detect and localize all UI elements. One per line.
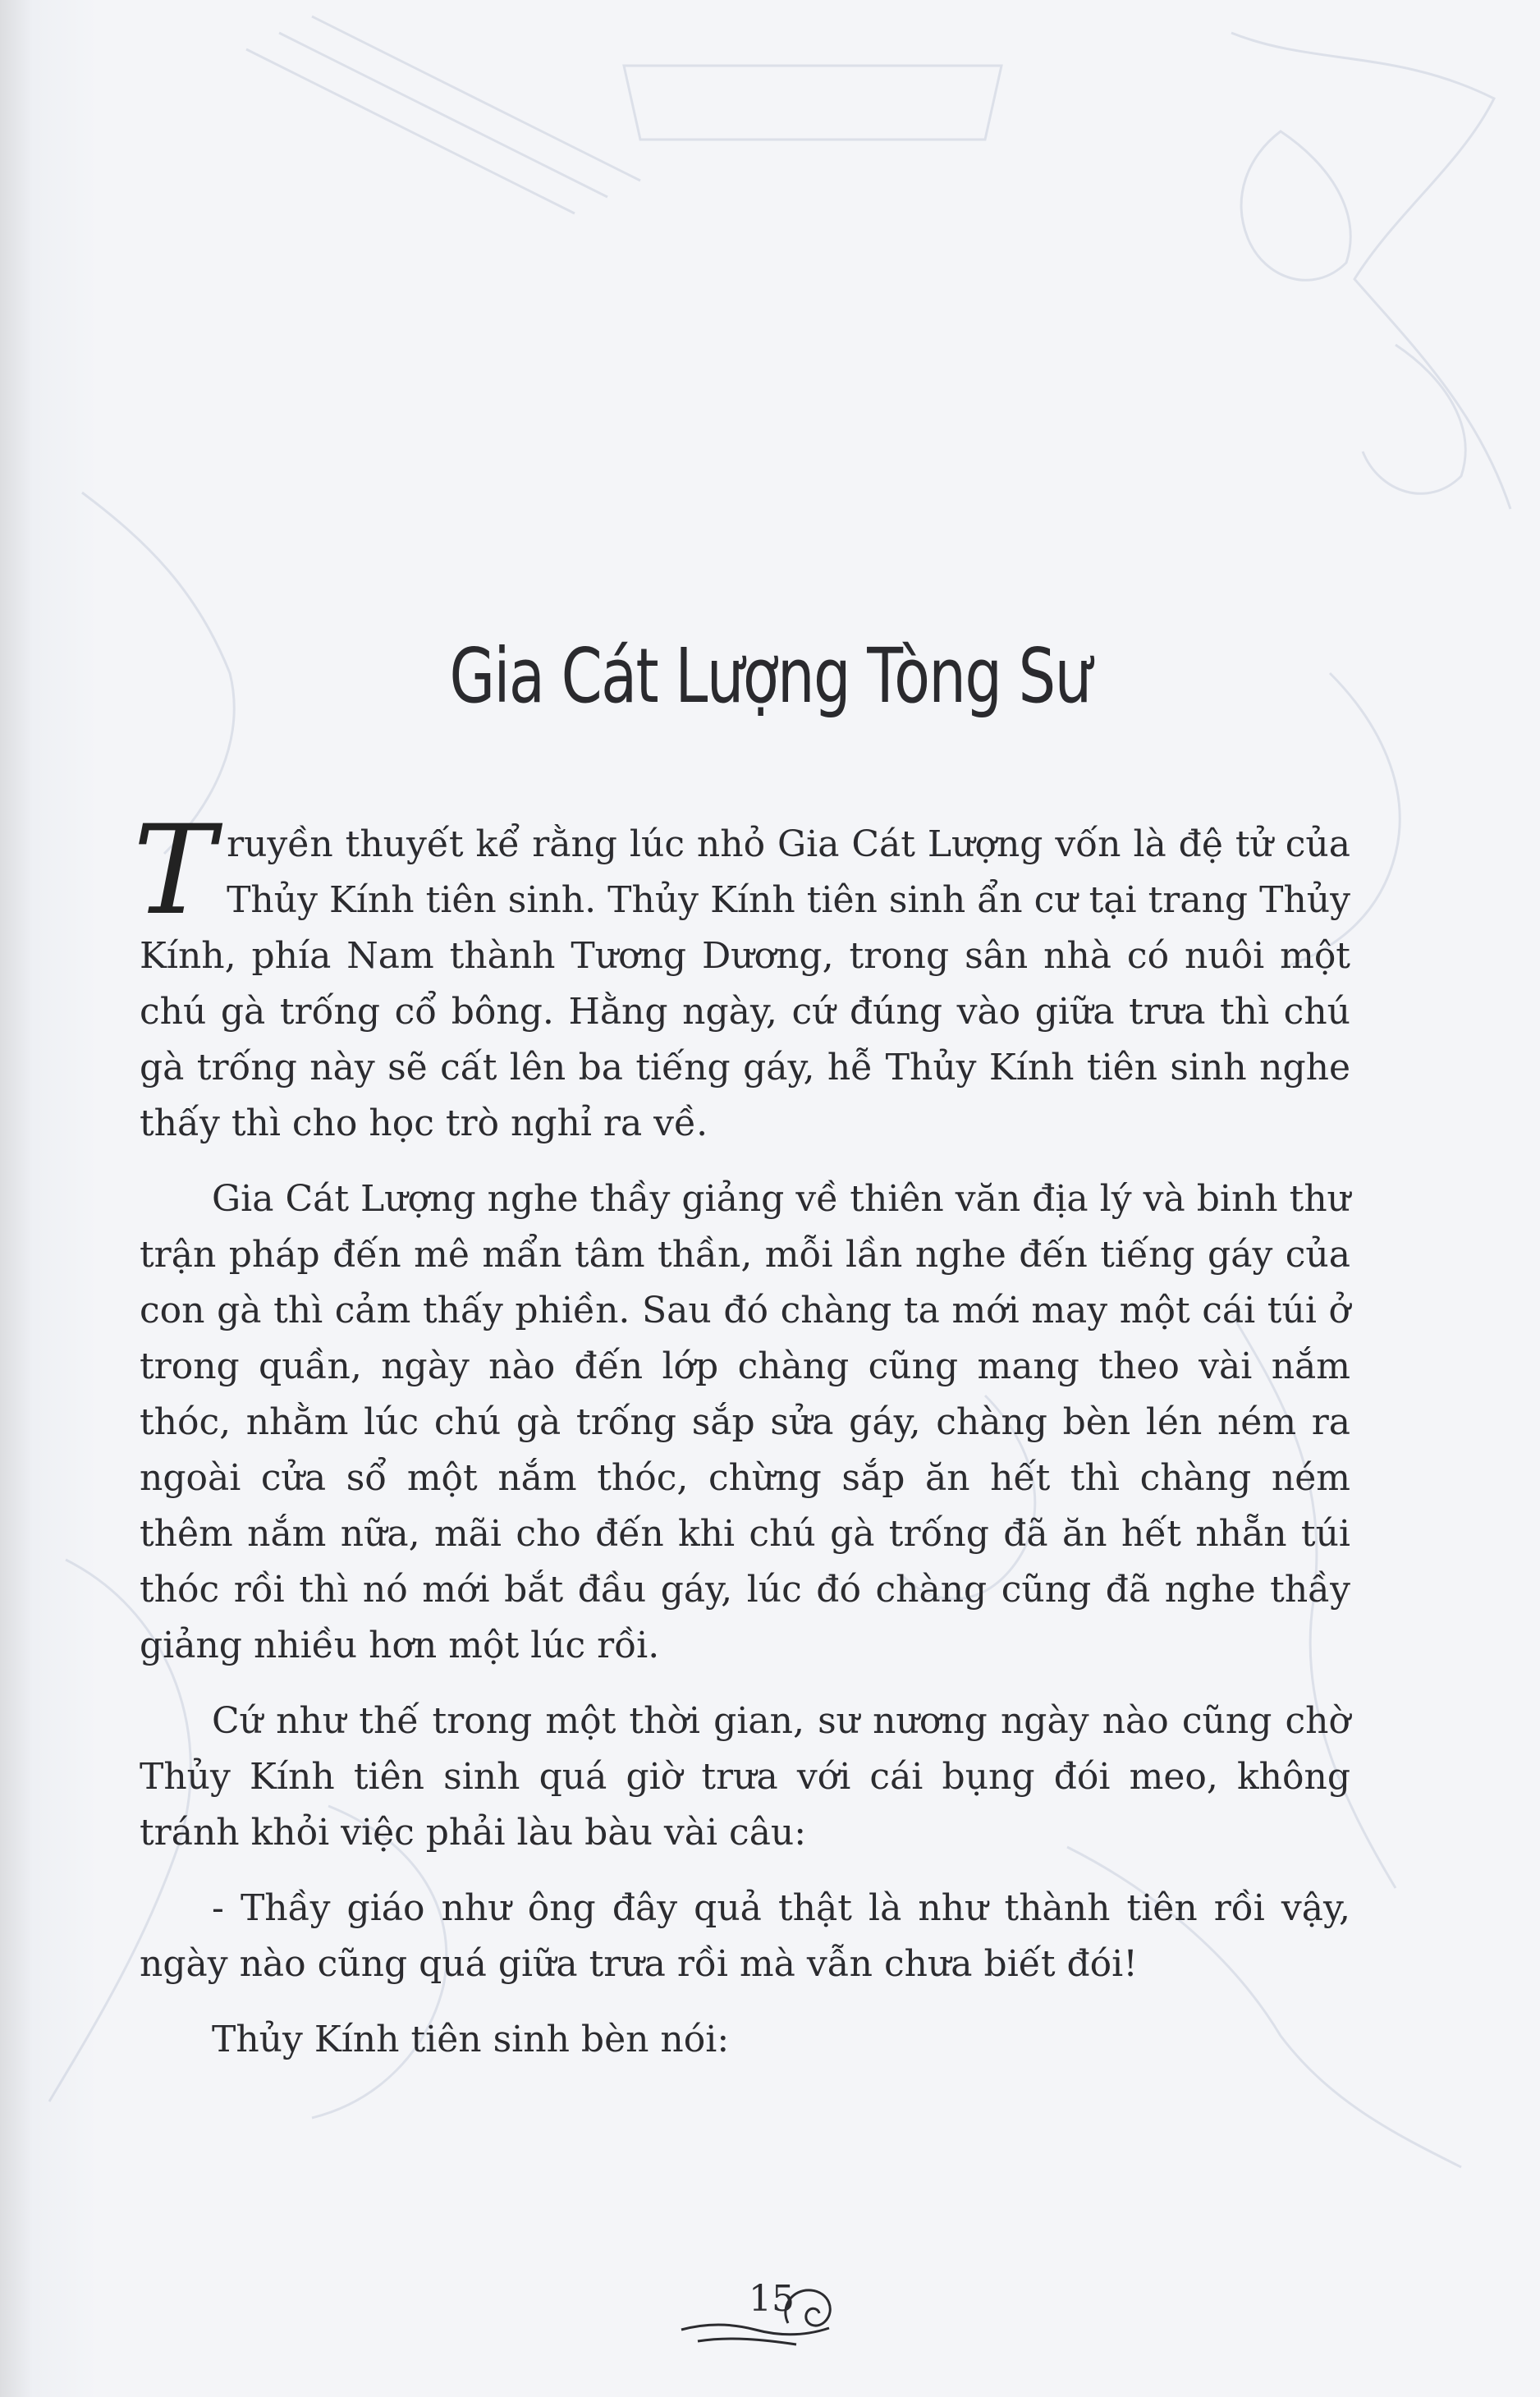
paragraph-1-text: ruyền thuyết kể rằng lúc nhỏ Gia Cát Lượng vốn là đệ tử của Thủy Kính tiên sinh. Thủy Kính tiên sinh ẩn cư tại trang Thủy Kính, phía Nam thành Tương Dương, trong sân nhà có nuôi một chú gà trống cổ bông. Hằng ngày, cứ đúng vào giữa trưa thì chú gà trống này sẽ cất lên ba tiếng gáy, hễ Thủy Kính tiên sinh nghe thấy thì cho học trò nghỉ ra về. (140, 823, 1350, 1144)
chapter-title: Gia Cát Lượng Tòng Sư (449, 632, 1091, 720)
paragraph-4: - Thầy giáo như ông đây quả thật là như thành tiên rồi vậy, ngày nào cũng quá giữa trưa rồi mà vẫn chưa biết đói! (140, 1887, 1350, 1985)
paragraph-5: Thủy Kính tiên sinh bèn nói: (212, 2019, 730, 2060)
paragraph-3: Cứ như thế trong một thời gian, sư nương ngày nào cũng chờ Thủy Kính tiên sinh quá giờ trưa với cái bụng đói meo, không tránh khỏi việc phải làu bàu vài câu: (140, 1700, 1350, 1854)
paragraph-2: Gia Cát Lượng nghe thầy giảng về thiên văn địa lý và binh thư trận pháp đến mê mẩn tâm thần, mỗi lần nghe đến tiếng gáy của con gà thì cảm thấy phiền. Sau đó chàng ta mới may một cái túi ở trong quần, ngày nào đến lớp chàng cũng mang theo vài nắm thóc, nhằm lúc chú gà trống sắp sửa gáy, chàng bèn lén ném ra ngoài cửa sổ một nắm thóc, chừng sắp ăn hết thì chàng ném thêm nắm nữa, mãi cho đến khi chú gà trống đã ăn hết nhẵn túi thóc rồi thì nó mới bắt đầu gáy, lúc đó chàng cũng đã nghe thầy giảng nhiều hơn một lúc rồi. (140, 1178, 1350, 1666)
page-number: 15 (749, 2278, 795, 2320)
drop-cap: T (133, 800, 216, 942)
body-text (133, 800, 1350, 2088)
paragraph-1 (133, 800, 1350, 1152)
